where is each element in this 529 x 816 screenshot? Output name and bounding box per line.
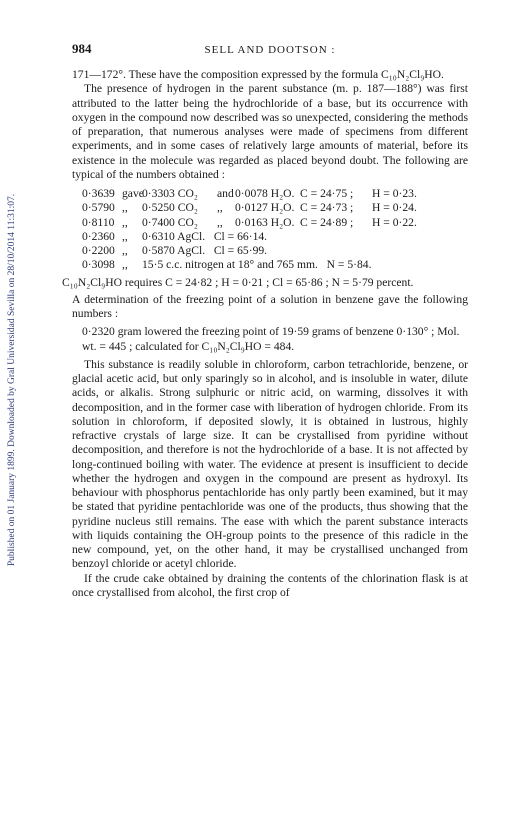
- co2-mass: 0·5250 CO₂: [142, 201, 198, 215]
- chlorine-row: [82, 244, 468, 258]
- analysis-row: [82, 187, 468, 201]
- and-label: ,,: [217, 201, 223, 215]
- gave-label: ,,: [122, 244, 128, 257]
- carbon-result: C = 24·75 ;: [300, 187, 354, 200]
- analysis-row: [82, 201, 468, 215]
- sample-mass: 0·3098: [82, 258, 115, 272]
- analysis-table: [82, 187, 468, 273]
- sample-mass: 0·8110: [82, 215, 115, 229]
- and-label: and: [217, 187, 234, 200]
- sample-mass: 0·5790: [82, 201, 115, 215]
- watermark-text: Published on 01 January 1899. Downloaded by Gral Universidad Sevilla on 28/10/2014 11:31:07.: [7, 193, 17, 567]
- running-head: SELL AND DOOTSON :: [204, 44, 336, 56]
- h2o-mass: 0·0163 H₂O.: [235, 215, 295, 229]
- and-label: ,,: [217, 215, 223, 229]
- sample-mass: 0·3639: [82, 187, 115, 200]
- hydrogen-result: H = 0·24.: [372, 201, 417, 215]
- hydrogen-result: H = 0·23.: [372, 187, 417, 200]
- sample-mass: 0·2200: [82, 244, 115, 257]
- carbon-result: C = 24·89 ;: [300, 215, 354, 229]
- gave-label: ,,: [122, 201, 128, 215]
- carbon-result: C = 24·73 ;: [300, 201, 354, 215]
- gave-label: gave: [122, 187, 144, 200]
- nitrogen-result: 15·5 c.c. nitrogen at 18° and 765 mm. N = 5·84.: [142, 258, 372, 272]
- sample-mass: 0·2360: [82, 229, 115, 243]
- chlorine-result: 0·6310 AgCl. Cl = 66·14.: [142, 229, 268, 243]
- chlorine-row: [82, 230, 468, 244]
- gave-label: ,,: [122, 215, 128, 229]
- h2o-mass: 0·0078 H₂O.: [235, 187, 295, 200]
- paragraph-crude-cake: If the crude cake obtained by draining the contents of the chlorination flask is at once crystallised from alcohol, the first crop of: [72, 571, 468, 599]
- paragraph-formula: 171—172°. These have the composition expressed by the formula C₁₀N₂Cl₉HO.: [72, 68, 444, 81]
- paragraph-freezing: A determination of the freezing point of a solution in benzene gave the following numbers :: [72, 292, 468, 320]
- nitrogen-row: [82, 258, 468, 272]
- calculated-composition: C₁₀N₂Cl₉HO requires C = 24·82 ; H = 0·21 ; Cl = 65·86 ; N = 5·79 percent.: [62, 275, 414, 289]
- download-watermark: [2, 60, 22, 700]
- page-header: [72, 42, 468, 62]
- page-number: 984: [72, 41, 92, 56]
- co2-mass: 0·3303 CO₂: [142, 187, 198, 200]
- analysis-row: [82, 216, 468, 230]
- hydrogen-result: H = 0·22.: [372, 215, 417, 229]
- co2-mass: 0·7400 CO₂: [142, 215, 198, 229]
- h2o-mass: 0·0127 H₂O.: [235, 201, 295, 215]
- paragraph-hydrogen: The presence of hydrogen in the parent substance (m. p. 187—188°) was first attributed to the latter being the hydrochloride of a base, but its occurrence with oxygen in the compound now described was so unexpected, considering the methods of preparation, that numerous analyses were made of specimens from different experiments, and in some cases of relatively large amounts of material, before its existence in the molecule was regarded as placed beyond doubt. The following are typical of the numbers obtained :: [72, 82, 468, 181]
- chlorine-result: 0·5870 AgCl. Cl = 65·99.: [142, 244, 268, 257]
- gave-label: ,,: [122, 229, 128, 243]
- journal-page: [62, 41, 468, 600]
- gave-label: ,,: [122, 258, 128, 272]
- paragraph-properties: This substance is readily soluble in chloroform, carbon tetrachloride, benzene, or glacial acetic acid, but only sparingly so in alcohol, and is insoluble in water, dilute acids, or alkalis. Strong sulphuric or nitric acid, on warming, dissolves it with decomposition, and in the former case with liberation of hydrogen chloride. From its solution in chloroform, if deposited slowly, it is obtained in lustrous, highly refractive crystals of large size. It can be crystallised from pyridine without decomposition, and therefore is not the hydrochloride of a base. It is not affected by long-continued boiling with water. The evidence at present is insufficient to decide whether the hydrogen and oxygen in the compound are present as hydroxyl. Its behaviour with phosphorus pentachloride has only partly been examined, but it may be stated that pyridine pentachloride was one of the products, thus showing that the pyridine nucleus still remains. The ease with which the parent substance interacts with liquids containing the OH-group points to the presence of this radicle in the new compound, yet, on the other hand, it may be crystallised unchanged from benzoyl chloride or acetyl chloride.: [72, 357, 468, 571]
- freezing-point-result: 0·2320 gram lowered the freezing point of 19·59 grams of benzene 0·130° ; Mol. wt. = 445 ; calculated for C₁₀N₂Cl₉HO = 484.: [82, 325, 460, 353]
